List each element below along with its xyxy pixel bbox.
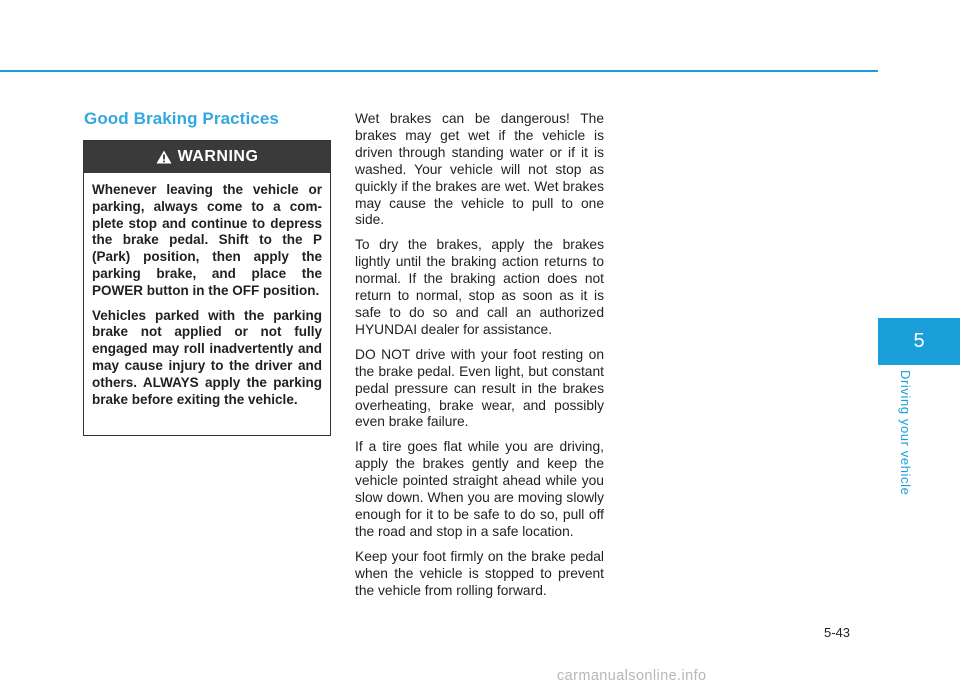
warning-header xyxy=(84,141,330,173)
chapter-tab: 5 xyxy=(878,318,960,365)
body-paragraph: Keep your foot firmly on the brake pedal when the vehicle is stopped to prevent the vehicle from rolling forward. xyxy=(355,548,604,598)
section-title: Good Braking Practices xyxy=(84,109,279,128)
body-paragraph: DO NOT drive with your foot resting on the brake pedal. Even light, but constant pedal pressure can result in the brakes overheating, brake wear, and possibly even brake failure. xyxy=(355,346,604,430)
warning-triangle-icon xyxy=(156,150,172,164)
watermark[interactable]: carmanualsonline.info xyxy=(557,668,707,684)
warning-paragraph: Whenever leaving the vehicle or parking, always come to a complete stop and continue to depress the brake pedal. Shift to the P (Park) position, then apply the parking brake, and place the POWER button in the OFF position. xyxy=(92,182,322,298)
body-paragraph: If a tire goes flat while you are driving, apply the brakes gently and keep the vehicle pointed straight ahead while you slow down. When you are moving slowly enough for it to be safe to do so, pull off the road and stop in a safe location. xyxy=(355,439,604,539)
warning-body xyxy=(84,173,330,408)
chapter-title: Driving your vehicle xyxy=(898,370,913,496)
warning-header-label: WARNING xyxy=(177,148,259,165)
body-paragraph: Wet brakes can be dangerous! The brakes may get wet if the vehicle is driven through standing water or if it is washed. Your vehicle will not stop as quickly if the brakes are wet. Wet brakes may cause the vehicle to pull to one side. xyxy=(355,111,604,228)
warning-box xyxy=(83,140,331,436)
warning-paragraph: Vehicles parked with the parking brake not applied or not fully engaged may roll inadvertently and may cause injury to the driver and others. ALWAYS apply the parking brake before exiting the vehicle. xyxy=(92,307,322,407)
top-rule xyxy=(0,70,878,72)
body-column xyxy=(355,111,604,607)
body-paragraph: To dry the brakes, apply the brakes lightly until the braking action returns to normal. If the braking action does not return to normal, stop as soon as it is safe to do so and call an authorized HYUNDAI dealer for assistance. xyxy=(355,237,604,337)
page-number: 5-43 xyxy=(824,625,851,640)
